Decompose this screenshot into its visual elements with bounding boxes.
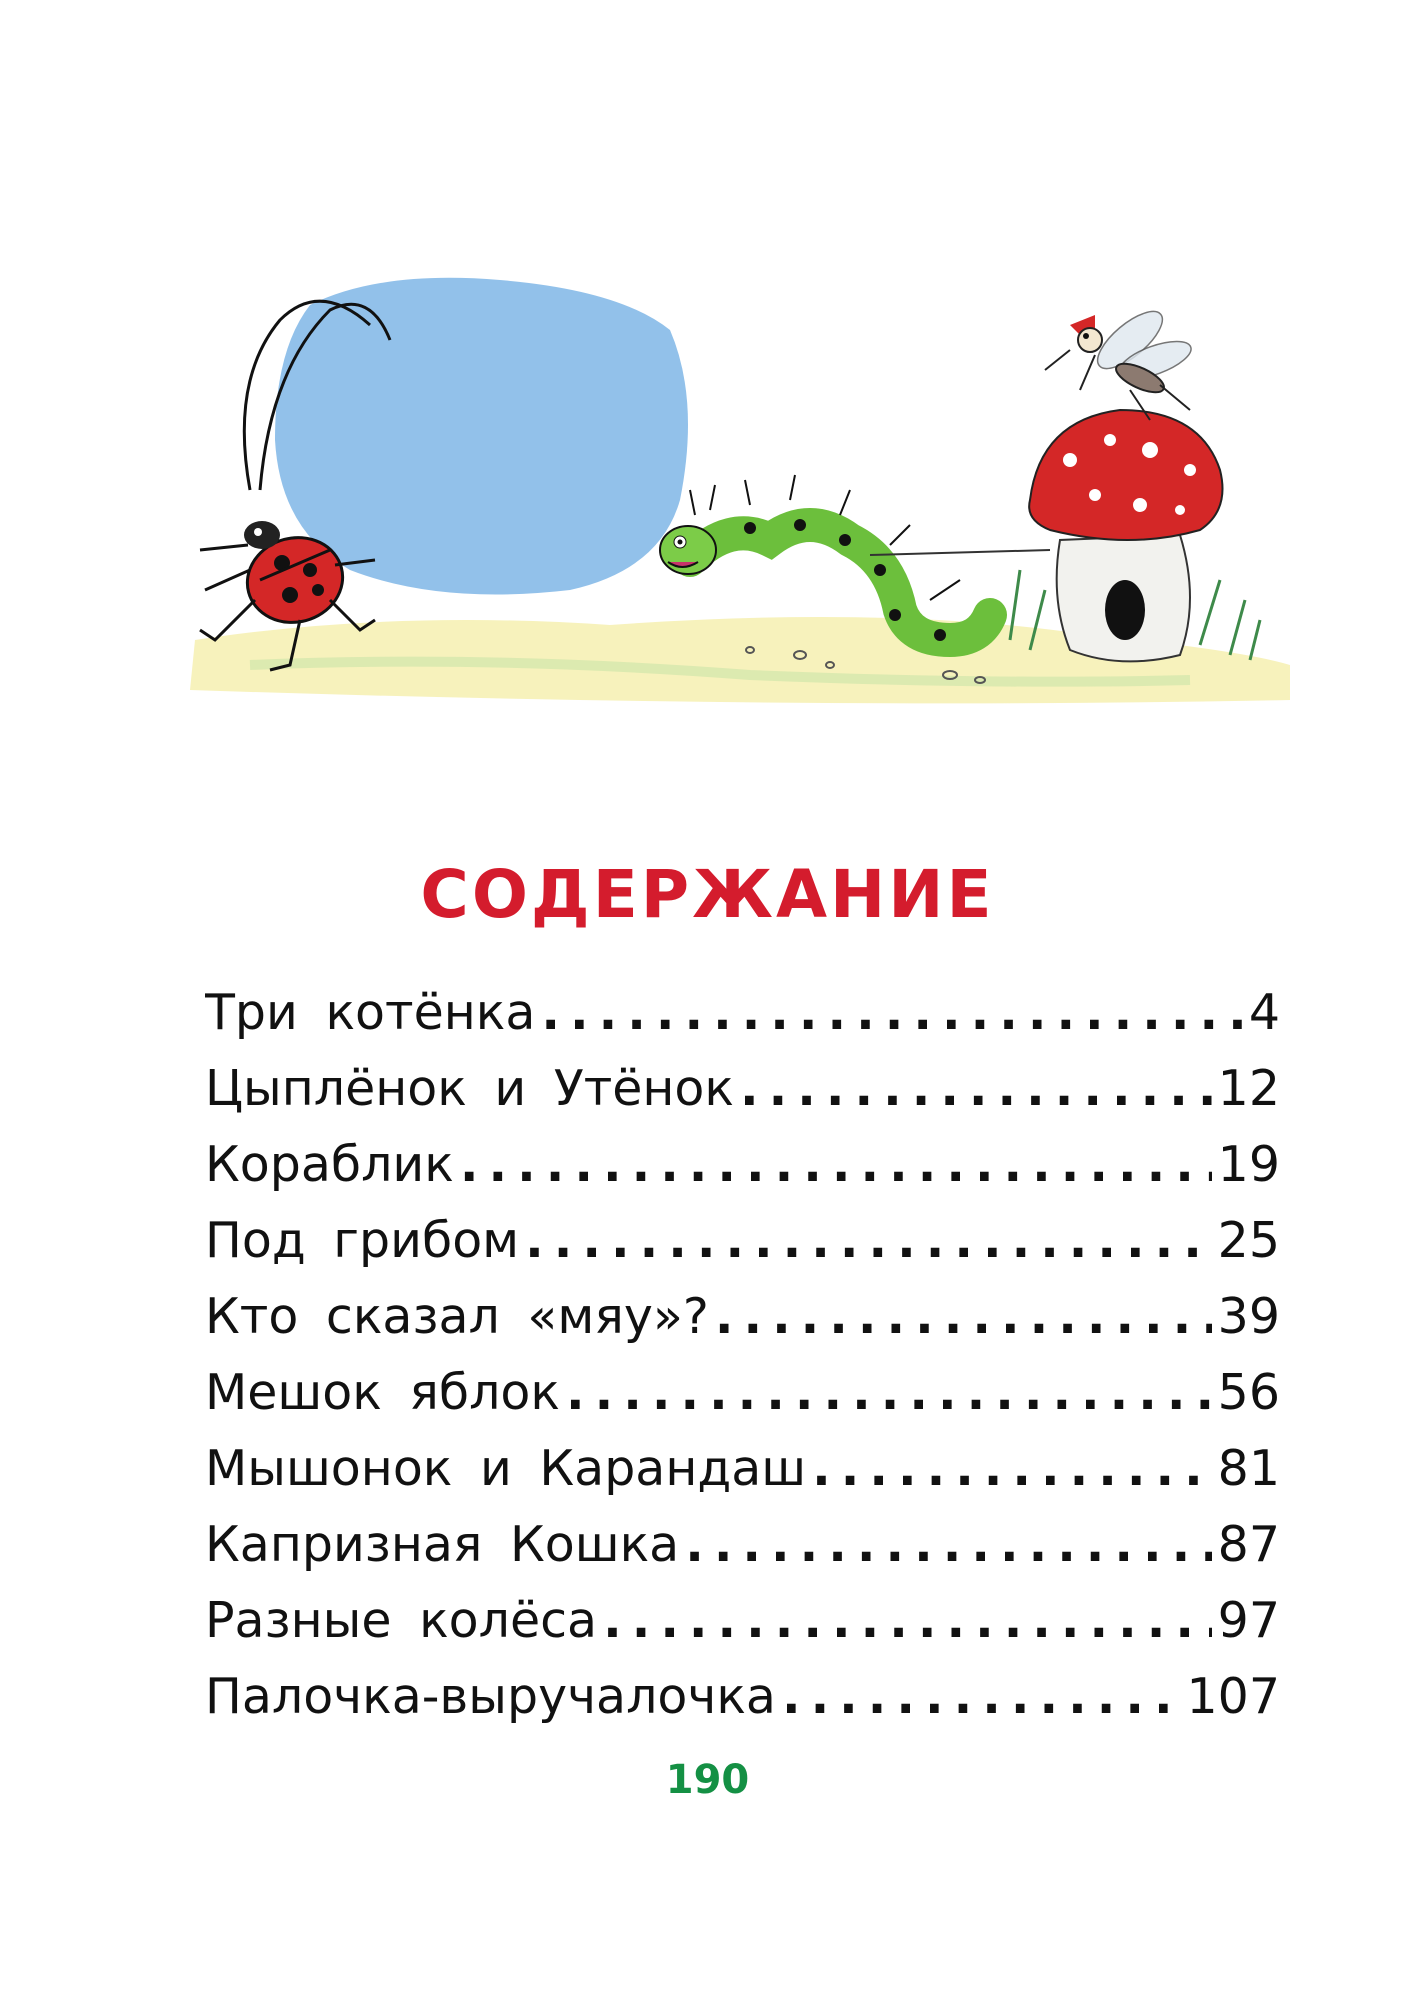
- toc-leader-dots: [782, 1659, 1181, 1735]
- toc-leader-dots: [541, 975, 1242, 1051]
- toc-entry-page: 39: [1217, 1288, 1280, 1345]
- toc-entry-title: Кто сказал «мяу»?: [205, 1288, 709, 1345]
- toc-entry-page: 87: [1217, 1516, 1280, 1573]
- page-number: 190: [665, 1757, 750, 1803]
- toc-entry-title: Палочка-выручалочка: [205, 1668, 776, 1725]
- blue-sky-blob: [275, 278, 688, 595]
- toc-entry[interactable]: [205, 1659, 1280, 1735]
- toc-leader-dots: [715, 1279, 1212, 1355]
- toc-leader-dots: [812, 1431, 1212, 1507]
- toc-list: [205, 975, 1280, 1735]
- caterpillar-icon: [660, 475, 1050, 641]
- toc-entry-page: 4: [1248, 984, 1280, 1041]
- toc-entry-title: Разные колёса: [205, 1592, 598, 1649]
- toc-entry-page: 81: [1217, 1440, 1280, 1497]
- toc-entry[interactable]: [205, 1051, 1280, 1127]
- toc-leader-dots: [685, 1507, 1211, 1583]
- toc-entry[interactable]: [205, 1203, 1280, 1279]
- mushroom-icon: [1010, 410, 1260, 661]
- toc-title: СОДЕРЖАНИЕ: [420, 856, 995, 933]
- toc-leader-dots: [603, 1583, 1212, 1659]
- toc-entry-title: Мышонок и Карандаш: [205, 1440, 807, 1497]
- toc-entry-page: 97: [1217, 1592, 1280, 1649]
- fly-icon: [1045, 302, 1195, 420]
- header-illustration: [190, 270, 1300, 720]
- toc-entry-page: 25: [1217, 1212, 1280, 1269]
- toc-entry-title: Под грибом: [205, 1212, 520, 1269]
- toc-entry-page: 107: [1186, 1668, 1280, 1725]
- toc-entry-title: Кораблик: [205, 1136, 454, 1193]
- toc-leader-dots: [566, 1355, 1212, 1431]
- toc-entry-page: 12: [1217, 1060, 1280, 1117]
- toc-entry-title: Цыплёнок и Утёнок: [205, 1060, 735, 1117]
- toc-leader-dots: [525, 1203, 1212, 1279]
- toc-entry[interactable]: [205, 1127, 1280, 1203]
- toc-entry[interactable]: [205, 1507, 1280, 1583]
- toc-entry-title: Три котёнка: [205, 984, 536, 1041]
- toc-leader-dots: [460, 1127, 1212, 1203]
- toc-entry-title: Мешок яблок: [205, 1364, 560, 1421]
- toc-leader-dots: [740, 1051, 1212, 1127]
- toc-entry-page: 19: [1217, 1136, 1280, 1193]
- toc-entry[interactable]: [205, 1279, 1280, 1355]
- toc-entry[interactable]: [205, 1431, 1280, 1507]
- toc-entry-title: Капризная Кошка: [205, 1516, 680, 1573]
- toc-entry-page: 56: [1217, 1364, 1280, 1421]
- toc-entry[interactable]: [205, 1355, 1280, 1431]
- toc-entry[interactable]: [205, 1583, 1280, 1659]
- toc-entry[interactable]: [205, 975, 1280, 1051]
